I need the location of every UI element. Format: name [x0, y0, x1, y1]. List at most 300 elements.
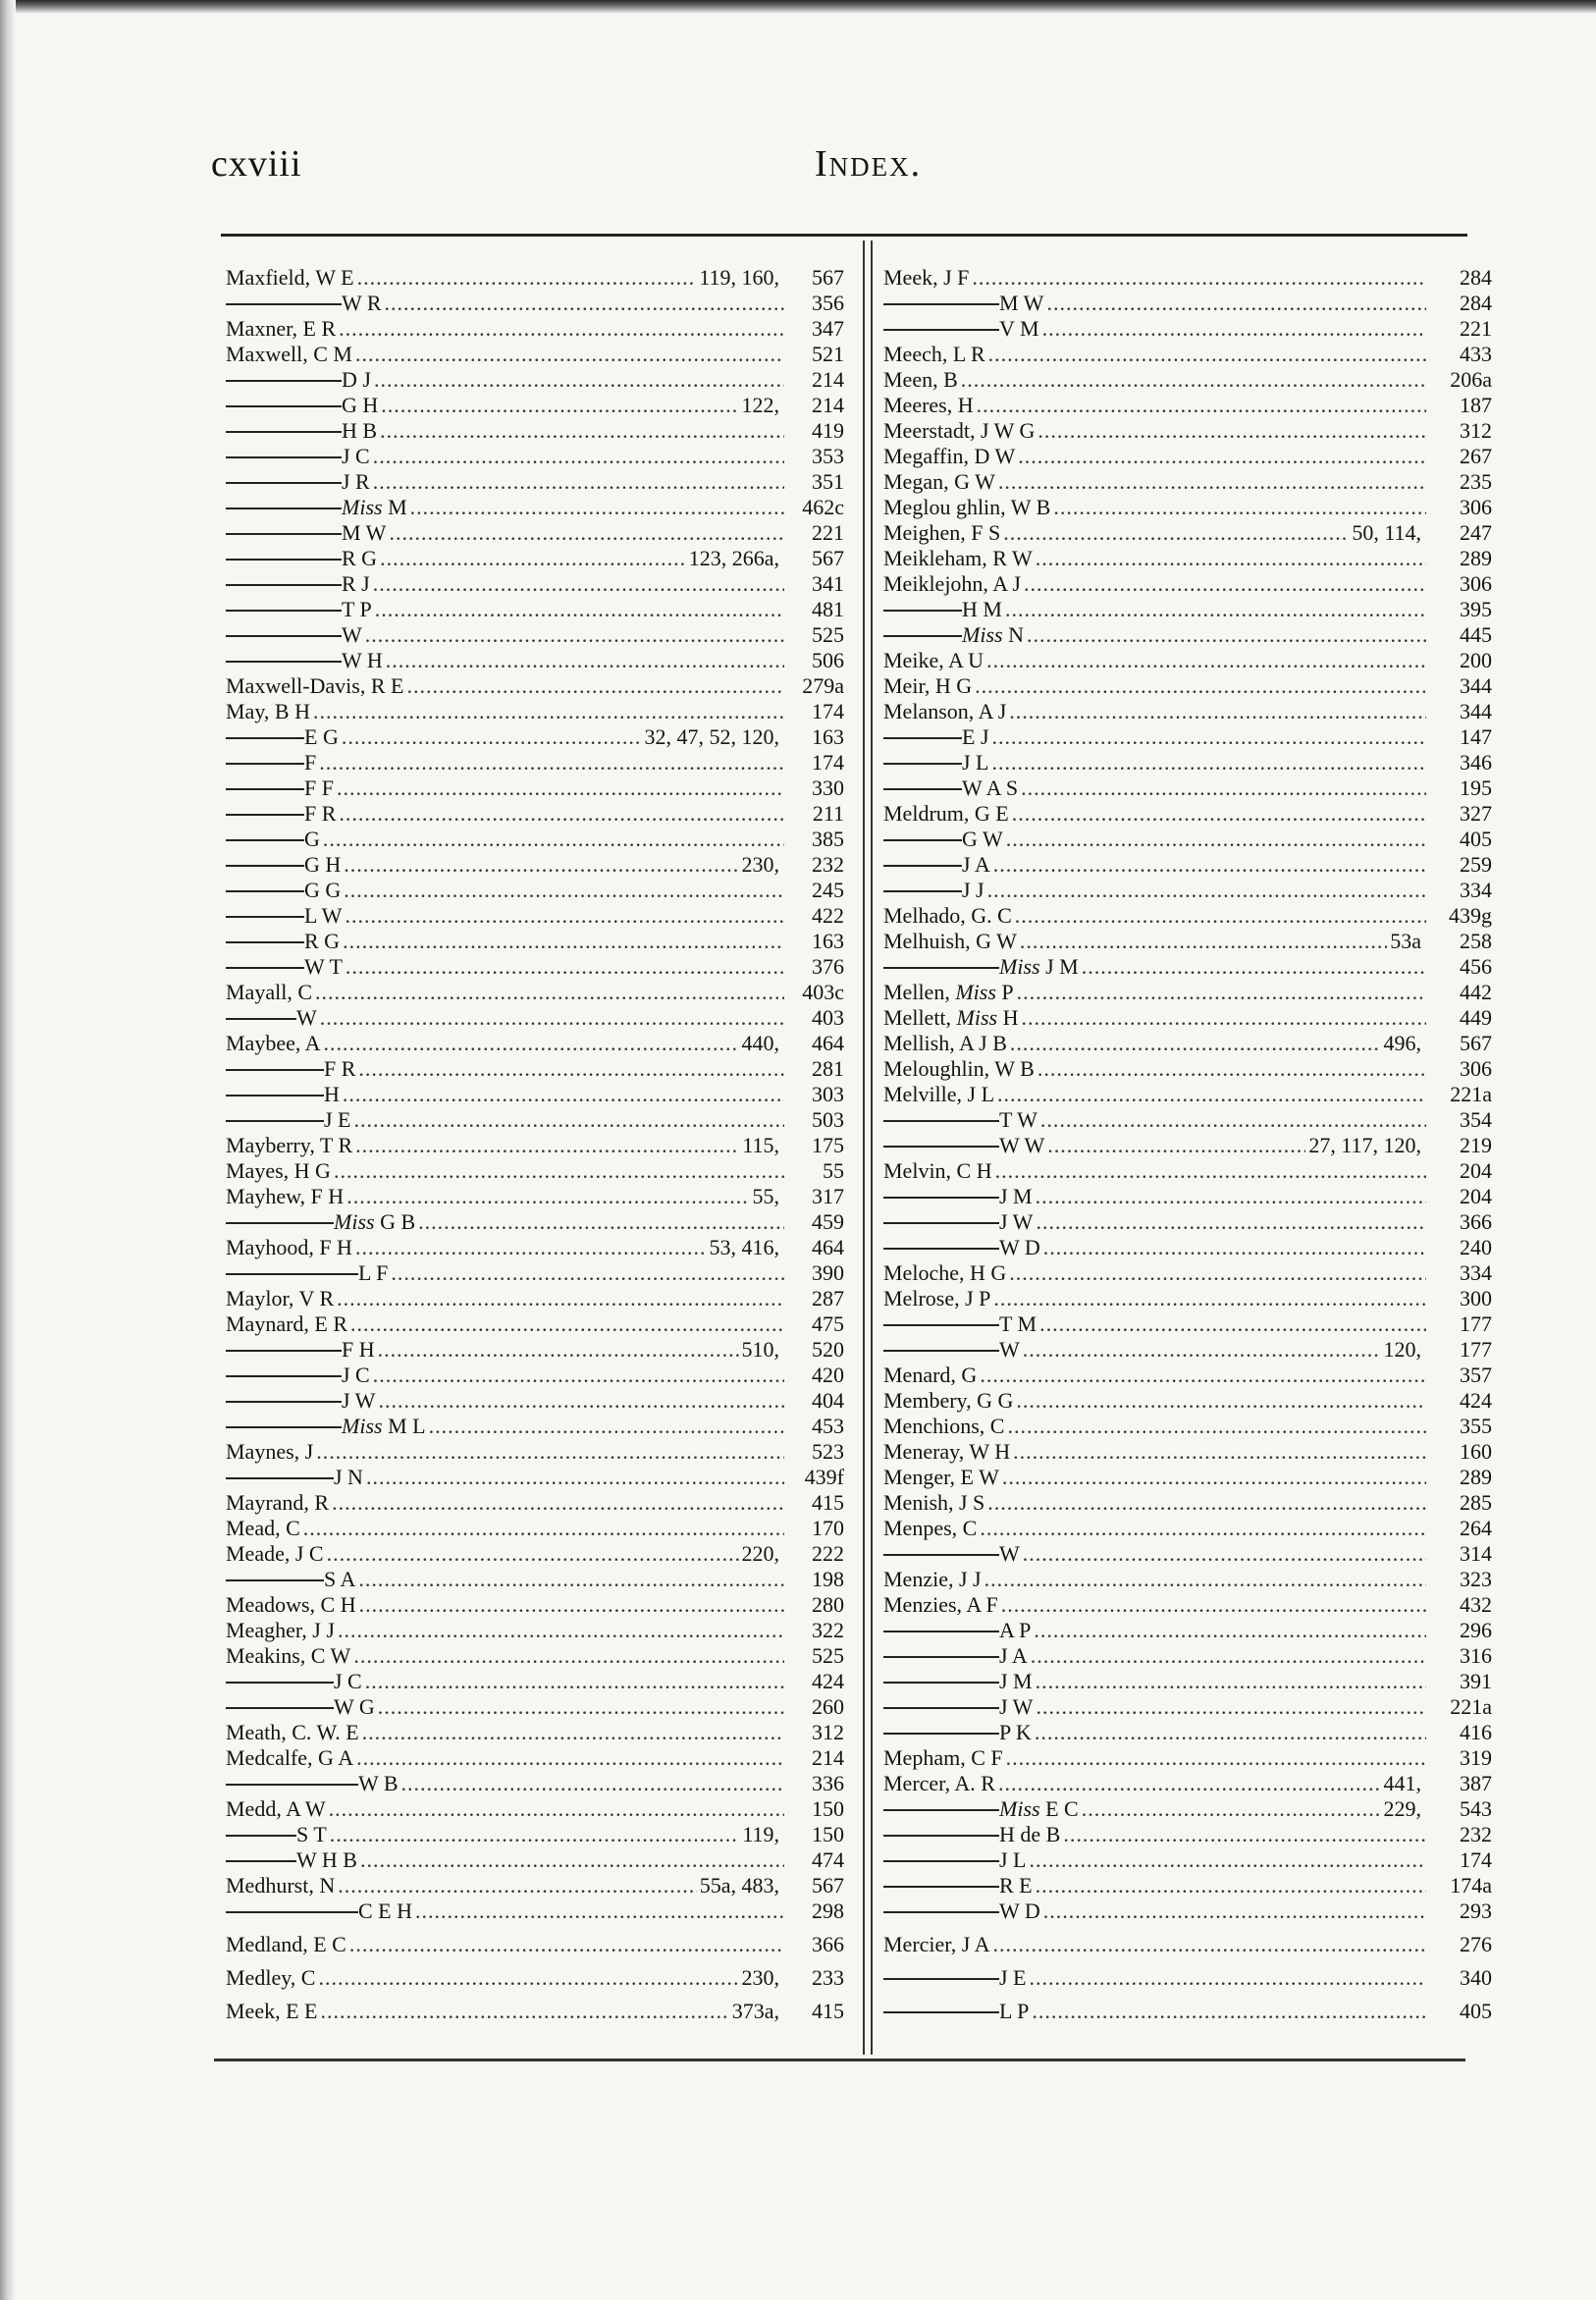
- entry-page-number: 356: [812, 291, 844, 315]
- entry-name: Meakins, C W: [226, 1643, 351, 1668]
- dot-leader: [1046, 291, 1426, 316]
- dot-leader: [375, 597, 784, 622]
- entry-name: R J: [342, 571, 370, 596]
- dot-leader: [320, 1999, 728, 2024]
- entry-name: J L: [999, 1847, 1027, 1872]
- ditto-dash: [226, 648, 342, 663]
- entry-references: 115,: [742, 1133, 779, 1157]
- index-entry: [226, 495, 844, 520]
- index-entry: [226, 546, 844, 571]
- entry-references: 55,: [752, 1184, 779, 1208]
- ditto-dash: [883, 1720, 999, 1735]
- index-entry: [883, 1158, 1492, 1184]
- index-entry: [883, 1745, 1492, 1771]
- entry-page-number: 204: [1460, 1184, 1492, 1208]
- entry-references: 120,: [1383, 1337, 1421, 1362]
- dot-leader: [350, 1311, 784, 1337]
- entry-name: Maxner, E R: [226, 316, 337, 341]
- entry-name: Menzie, J J: [883, 1567, 982, 1591]
- entry-name: Maxwell, C M: [226, 342, 352, 366]
- entry-page-number: 357: [1460, 1363, 1492, 1387]
- entry-name: S A: [324, 1567, 356, 1591]
- dot-leader: [987, 878, 1426, 903]
- entry-page-number: 317: [812, 1184, 844, 1208]
- index-column-right: [883, 265, 1492, 2024]
- index-entry: [226, 342, 844, 367]
- entry-page-number: 260: [812, 1694, 844, 1719]
- dot-leader: [327, 1541, 739, 1567]
- entry-page-number: 391: [1460, 1669, 1492, 1693]
- dot-leader: [988, 342, 1426, 367]
- entry-name: Maynes, J: [226, 1439, 314, 1464]
- dot-leader: [343, 929, 784, 954]
- dot-leader: [1005, 597, 1426, 622]
- index-entry: [883, 1107, 1492, 1133]
- dot-leader: [1031, 1643, 1426, 1669]
- index-entry: [883, 367, 1492, 393]
- entry-page-number: 163: [812, 724, 844, 749]
- dot-leader: [1030, 1847, 1427, 1873]
- entry-page-number: 390: [812, 1260, 844, 1285]
- entry-name: Miss G B: [334, 1209, 416, 1234]
- entry-name: H de B: [999, 1822, 1061, 1846]
- entry-page-number: 314: [1460, 1541, 1492, 1566]
- dot-leader: [980, 1516, 1426, 1541]
- entry-name: Melhado, G. C: [883, 903, 1012, 928]
- dot-leader: [344, 878, 784, 903]
- entry-page-number: 432: [1460, 1592, 1492, 1617]
- entry-page-number: 475: [812, 1311, 844, 1336]
- dot-leader: [993, 1286, 1426, 1311]
- dot-leader: [1034, 1618, 1426, 1643]
- index-entry: [883, 724, 1492, 750]
- dot-leader: [344, 852, 738, 878]
- page-number: cxviii: [211, 143, 302, 185]
- entry-page-number: 422: [812, 903, 844, 928]
- entry-page-number: 175: [812, 1133, 844, 1157]
- index-entry: [226, 265, 844, 291]
- entry-name: F R: [304, 801, 337, 826]
- index-entry: [883, 1618, 1492, 1643]
- dot-leader: [980, 1363, 1426, 1388]
- entry-name: Maxwell-Davis, R E: [226, 673, 404, 698]
- entry-name: J C: [334, 1669, 362, 1693]
- ditto-dash: [883, 750, 962, 765]
- index-entry: [226, 1965, 844, 1991]
- column-divider: [871, 241, 873, 2055]
- index-entry: [226, 1618, 844, 1643]
- page-title: Index.: [815, 143, 923, 185]
- dot-leader: [1010, 1031, 1381, 1056]
- entry-name: Miss N: [962, 622, 1024, 647]
- ditto-dash: [883, 1618, 999, 1632]
- entry-name: T W: [999, 1107, 1037, 1132]
- dot-leader: [337, 1286, 784, 1311]
- ditto-dash: [226, 1847, 296, 1862]
- entry-name: J M: [999, 1669, 1033, 1693]
- entry-name: Menzies, A F: [883, 1592, 998, 1617]
- entry-name: Meath, C. W. E: [226, 1720, 359, 1744]
- dot-leader: [1032, 1999, 1426, 2024]
- dot-leader: [986, 648, 1426, 673]
- entry-page-number: 293: [1460, 1899, 1492, 1923]
- index-entry: [883, 1694, 1492, 1720]
- entry-page-number: 219: [1460, 1133, 1492, 1157]
- dot-leader: [389, 520, 784, 546]
- entry-page-number: 247: [1460, 520, 1492, 545]
- dot-leader: [1035, 1720, 1426, 1745]
- ditto-dash: [226, 597, 342, 612]
- dot-leader: [1020, 929, 1387, 954]
- entry-references: 496,: [1383, 1031, 1421, 1055]
- index-entry: [226, 469, 844, 495]
- index-entry: [883, 291, 1492, 316]
- dot-leader: [378, 1388, 784, 1414]
- entry-page-number: 419: [812, 418, 844, 443]
- entry-name: Mellett, Miss H: [883, 1005, 1019, 1030]
- index-entry: [226, 1005, 844, 1031]
- dot-leader: [386, 648, 784, 673]
- index-entry: [226, 1873, 844, 1899]
- dot-leader: [995, 1158, 1426, 1184]
- entry-name: Meighen, F S: [883, 520, 1001, 545]
- entry-name: J A: [962, 852, 990, 877]
- page-header: [211, 142, 1472, 201]
- dot-leader: [354, 1107, 785, 1133]
- entry-page-number: 453: [812, 1414, 844, 1438]
- entry-page-number: 464: [812, 1031, 844, 1055]
- entry-name: Mayhew, F H: [226, 1184, 345, 1208]
- ditto-dash: [883, 1235, 999, 1250]
- entry-name: Meerstadt, J W G: [883, 418, 1036, 443]
- index-entry: [226, 1796, 844, 1822]
- ditto-dash: [883, 291, 999, 305]
- ditto-dash: [883, 1822, 999, 1837]
- index-entry: [226, 1286, 844, 1311]
- ditto-dash: [883, 1899, 999, 1913]
- entry-references: 53, 416,: [709, 1235, 779, 1259]
- index-entry: [883, 1260, 1492, 1286]
- entry-name: Meloughlin, W B: [883, 1056, 1035, 1081]
- index-entry: [883, 1439, 1492, 1465]
- entry-name: G H: [304, 852, 342, 877]
- index-entry: [226, 673, 844, 699]
- index-entry: [226, 1592, 844, 1618]
- dot-leader: [357, 265, 697, 291]
- index-column-left: [226, 265, 844, 2024]
- index-entry: [883, 418, 1492, 444]
- index-entry: [883, 1031, 1492, 1056]
- entry-name: W: [999, 1337, 1020, 1362]
- entry-page-number: 267: [1460, 444, 1492, 468]
- dot-leader: [1030, 1965, 1427, 1991]
- entry-page-number: 289: [1460, 1465, 1492, 1489]
- entry-page-number: 258: [1460, 929, 1492, 953]
- dot-leader: [374, 367, 784, 393]
- entry-name: Melhuish, G W: [883, 929, 1017, 953]
- ditto-dash: [226, 1260, 358, 1275]
- dot-leader: [992, 750, 1427, 776]
- entry-references: 119,: [742, 1822, 779, 1846]
- entry-name: W: [999, 1541, 1020, 1566]
- dot-leader: [1023, 1337, 1381, 1363]
- entry-name: Membery, G G: [883, 1388, 1014, 1413]
- dot-leader: [1043, 1235, 1426, 1260]
- entry-name: Meloche, H G: [883, 1260, 1007, 1285]
- entry-name: Medhurst, N: [226, 1873, 336, 1898]
- entry-page-number: 303: [812, 1082, 844, 1106]
- entry-page-number: 404: [812, 1388, 844, 1413]
- dot-leader: [1043, 1899, 1426, 1924]
- entry-page-number: 567: [812, 1873, 844, 1898]
- entry-name: W B: [358, 1771, 399, 1795]
- entry-page-number: 195: [1460, 776, 1492, 800]
- entry-references: 27, 117, 120,: [1308, 1133, 1421, 1157]
- entry-name: Maynard, E R: [226, 1311, 348, 1336]
- entry-page-number: 259: [1460, 852, 1492, 877]
- ditto-dash: [883, 1965, 999, 1980]
- entry-page-number: 287: [812, 1286, 844, 1310]
- entry-page-number: 284: [1460, 291, 1492, 315]
- entry-name: Menard, G: [883, 1363, 978, 1387]
- entry-references: 230,: [741, 852, 779, 877]
- entry-page-number: 147: [1460, 724, 1492, 749]
- dot-leader: [391, 1260, 784, 1286]
- ditto-dash: [883, 1184, 999, 1199]
- dot-leader: [316, 1439, 784, 1465]
- ditto-dash: [226, 852, 304, 867]
- dot-leader: [330, 1822, 740, 1847]
- entry-name: W: [342, 622, 362, 647]
- entry-name: S T: [296, 1822, 327, 1846]
- entry-references: 510,: [741, 1337, 779, 1362]
- dot-leader: [319, 750, 784, 776]
- entry-page-number: 503: [812, 1107, 844, 1132]
- ditto-dash: [226, 776, 304, 790]
- entry-name: Miss M L: [342, 1414, 426, 1438]
- index-entry: [226, 1082, 844, 1107]
- index-entry: [226, 827, 844, 852]
- ditto-dash: [883, 1643, 999, 1658]
- index-entry: [226, 750, 844, 776]
- index-entry: [226, 418, 844, 444]
- entry-name: W H B: [296, 1847, 357, 1872]
- dot-leader: [356, 1745, 784, 1771]
- dot-leader: [1037, 418, 1426, 444]
- entry-page-number: 415: [812, 1490, 844, 1515]
- entry-name: A P: [999, 1618, 1032, 1642]
- dot-leader: [998, 469, 1426, 495]
- dot-leader: [429, 1414, 784, 1439]
- entry-name: Meek, E E: [226, 1999, 318, 2023]
- index-entry: [883, 469, 1492, 495]
- index-entry: [883, 342, 1492, 367]
- entry-references: 229,: [1383, 1796, 1421, 1821]
- entry-page-number: 281: [812, 1056, 844, 1081]
- index-entry: [226, 852, 844, 878]
- ditto-dash: [883, 852, 962, 867]
- index-entry: [883, 1899, 1492, 1924]
- entry-name: May, B H: [226, 699, 310, 723]
- dot-leader: [365, 1669, 784, 1694]
- dot-leader: [329, 1796, 784, 1822]
- index-entry: [226, 1899, 844, 1924]
- entry-name: Miss E C: [999, 1796, 1079, 1821]
- entry-name: W R: [342, 291, 382, 315]
- entry-name: Menish, J S: [883, 1490, 985, 1515]
- index-entry: [883, 1056, 1492, 1082]
- entry-page-number: 433: [1460, 342, 1492, 366]
- entry-page-number: 306: [1460, 495, 1492, 519]
- entry-page-number: 279a: [802, 673, 844, 698]
- entry-page-number: 312: [812, 1720, 844, 1744]
- ditto-dash: [883, 1337, 999, 1352]
- index-entry: [883, 1932, 1492, 1957]
- entry-page-number: 160: [1460, 1439, 1492, 1464]
- entry-name: Medland, E C: [226, 1932, 346, 1956]
- dot-leader: [418, 1209, 784, 1235]
- ditto-dash: [226, 546, 342, 561]
- index-entry: [883, 1414, 1492, 1439]
- entry-page-number: 366: [812, 1932, 844, 1956]
- entry-page-number: 336: [812, 1771, 844, 1795]
- dot-leader: [343, 1082, 784, 1107]
- entry-page-number: 543: [1460, 1796, 1492, 1821]
- entry-name: F: [304, 750, 317, 775]
- dot-leader: [362, 1720, 784, 1745]
- entry-page-number: 327: [1460, 801, 1492, 826]
- entry-name: Meadows, C H: [226, 1592, 356, 1617]
- entry-page-number: 449: [1460, 1005, 1492, 1030]
- ditto-dash: [883, 954, 999, 969]
- entry-name: J C: [342, 444, 370, 468]
- ditto-dash: [226, 1694, 334, 1709]
- entry-page-number: 347: [812, 316, 844, 341]
- entry-name: Mayrand, R: [226, 1490, 330, 1515]
- entry-page-number: 174a: [1450, 1873, 1492, 1898]
- entry-name: E G: [304, 724, 339, 749]
- entry-name: Mercier, J A: [883, 1932, 990, 1956]
- ditto-dash: [226, 1107, 324, 1122]
- index-entry: [883, 1133, 1492, 1158]
- index-entry: [226, 291, 844, 316]
- dot-leader: [992, 724, 1427, 750]
- entry-page-number: 344: [1460, 699, 1492, 723]
- ditto-dash: [883, 1107, 999, 1122]
- index-entry: [883, 673, 1492, 699]
- dot-leader: [1006, 1745, 1426, 1771]
- index-entry: [883, 1184, 1492, 1209]
- entry-page-number: 567: [812, 265, 844, 290]
- index-entry: [883, 1669, 1492, 1694]
- index-entry: [883, 1516, 1492, 1541]
- entry-name: W D: [999, 1899, 1040, 1923]
- index-entry: [883, 393, 1492, 418]
- entry-name: W G: [334, 1694, 375, 1719]
- entry-references: 50, 114,: [1352, 520, 1421, 545]
- entry-page-number: 221a: [1450, 1082, 1492, 1106]
- entry-references: 119, 160,: [699, 265, 779, 290]
- dot-leader: [1013, 1439, 1426, 1465]
- index-entry: [883, 1847, 1492, 1873]
- dot-leader: [1053, 495, 1426, 520]
- entry-page-number: 395: [1460, 597, 1492, 621]
- index-entry: [883, 520, 1492, 546]
- ditto-dash: [226, 469, 342, 484]
- entry-references: 440,: [741, 1031, 779, 1055]
- index-entry: [226, 316, 844, 342]
- entry-page-number: 520: [812, 1337, 844, 1362]
- dot-leader: [355, 1133, 739, 1158]
- ditto-dash: [226, 1056, 324, 1071]
- dot-leader: [993, 852, 1426, 878]
- dot-leader: [1003, 520, 1349, 546]
- ditto-dash: [883, 1209, 999, 1224]
- entry-page-number: 376: [812, 954, 844, 979]
- entry-name: Maxfield, W E: [226, 265, 354, 290]
- ditto-dash: [226, 571, 342, 586]
- entry-name: C E H: [358, 1899, 412, 1923]
- dot-leader: [1015, 903, 1426, 929]
- entry-references: 53a: [1390, 929, 1421, 953]
- index-entry: [226, 1388, 844, 1414]
- entry-page-number: 174: [1460, 1847, 1492, 1872]
- entry-page-number: 177: [1460, 1337, 1492, 1362]
- entry-page-number: 163: [812, 929, 844, 953]
- entry-name: J W: [342, 1388, 376, 1413]
- index-entry: [226, 444, 844, 469]
- entry-page-number: 353: [812, 444, 844, 468]
- entry-name: Medcalfe, G A: [226, 1745, 354, 1770]
- dot-leader: [977, 393, 1426, 418]
- ditto-dash: [883, 316, 999, 331]
- dot-leader: [1037, 1056, 1426, 1082]
- dot-leader: [1017, 980, 1426, 1005]
- entry-page-number: 403c: [802, 980, 844, 1004]
- index-entry: [226, 699, 844, 724]
- index-entry: [226, 520, 844, 546]
- entry-name: R G: [304, 929, 341, 953]
- entry-name: Melvin, C H: [883, 1158, 992, 1183]
- ditto-dash: [226, 724, 304, 739]
- entry-name: J W: [999, 1209, 1034, 1234]
- ditto-dash: [226, 393, 342, 407]
- dot-leader: [1039, 1311, 1426, 1337]
- entry-name: G H: [342, 393, 379, 417]
- entry-name: Meen, B: [883, 367, 958, 392]
- entry-page-number: 506: [812, 648, 844, 672]
- entry-name: Maylor, V R: [226, 1286, 335, 1310]
- entry-name: G G: [304, 878, 342, 902]
- entry-page-number: 204: [1460, 1158, 1492, 1183]
- dot-leader: [338, 1618, 784, 1643]
- dot-leader: [1027, 622, 1426, 648]
- dot-leader: [366, 1465, 784, 1490]
- ditto-dash: [226, 878, 304, 892]
- ditto-dash: [226, 1771, 358, 1786]
- index-entry: [226, 1439, 844, 1465]
- dot-leader: [992, 1932, 1426, 1957]
- dot-leader: [385, 291, 784, 316]
- dot-leader: [373, 1363, 784, 1388]
- ditto-dash: [883, 1669, 999, 1684]
- entry-name: Meneray, W H: [883, 1439, 1011, 1464]
- ditto-dash: [883, 878, 962, 892]
- index-entry: [226, 801, 844, 827]
- ditto-dash: [226, 801, 304, 816]
- index-entry: [226, 1465, 844, 1490]
- index-entry: [226, 1771, 844, 1796]
